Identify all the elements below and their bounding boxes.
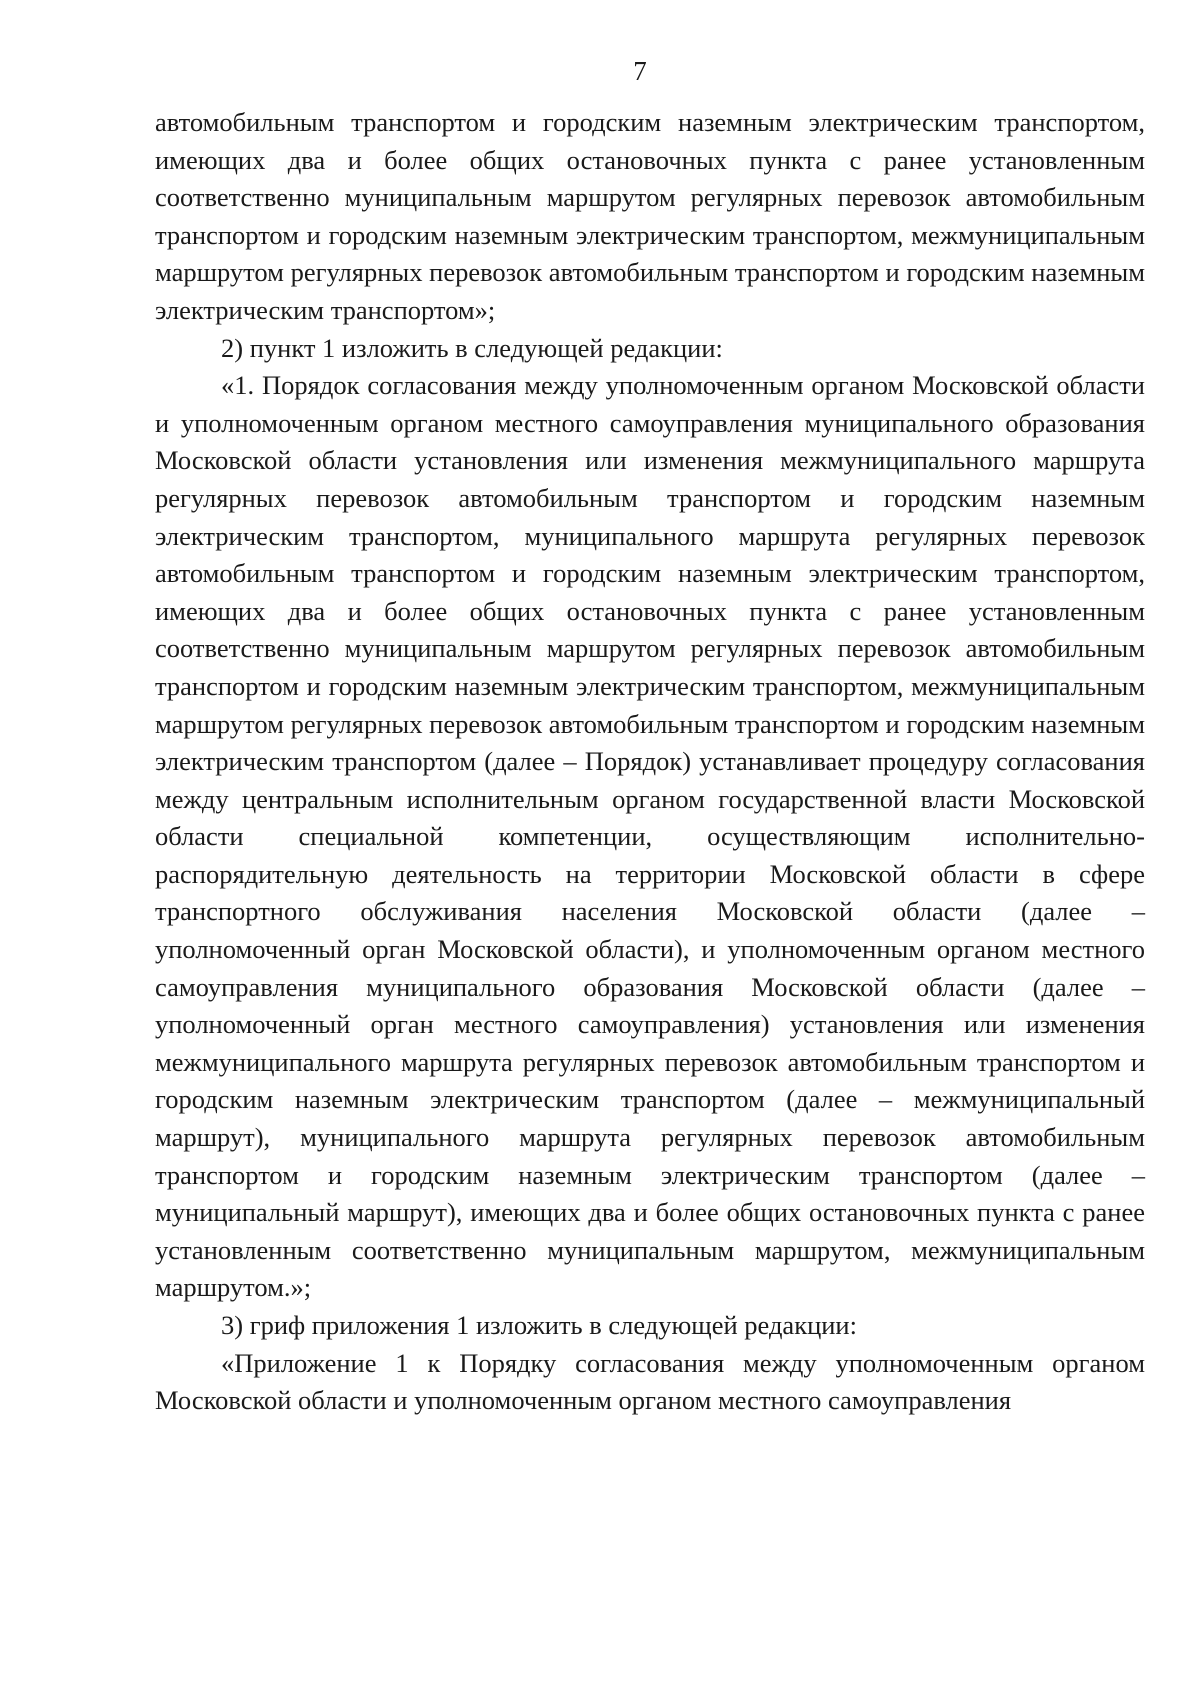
paragraph-clause-1: «1. Порядок согласования между уполномоченным органом Московской области и уполномоченным органом местного самоуправления муниципального образования Московской области установления или изменения межмуниципального маршрута регулярных перевозок автомобильным транспортом и городским наземным электрическим транспортом, муниципального маршрута регулярных перевозок автомобильным транспортом и городским наземным электрическим транспортом, имеющих два и более общих остановочных пункта с ранее установленным соответственно муниципальным маршрутом регулярных перевозок автомобильным транспортом и городским наземным электрическим транспортом, межмуниципальным маршрутом регулярных перевозок автомобильным транспортом и городским наземным электрическим транспортом (далее – Порядок) устанавливает процедуру согласования между центральным исполнительным органом государственной власти Московской области специальной компетенции, осуществляющим исполнительно-распорядительную деятельность на территории Московской области в сфере транспортного обслуживания населения Московской области (далее – уполномоченный орган Московской области), и уполномоченным органом местного самоуправления муниципального образования Московской области (далее – уполномоченный орган местного самоуправления) установления или изменения межмуниципального маршрута регулярных перевозок автомобильным транспортом и городским наземным электрическим транспортом (далее – межмуниципальный маршрут), муниципального маршрута регулярных перевозок автомобильным транспортом и городским наземным электрическим транспортом (далее – муниципальный маршрут), имеющих два и более общих остановочных пункта с ранее установленным соответственно муниципальным маршрутом, межмуниципальным маршрутом.»; [155, 370, 1145, 1303]
paragraph-appendix-header: «Приложение 1 к Порядку согласования между уполномоченным органом Московской области и уполномоченным органом местного самоуправления [155, 1347, 1145, 1416]
page-number: 7 [633, 56, 647, 86]
paragraph-item-2: 2) пункт 1 изложить в следующей редакции: [221, 332, 723, 363]
paragraph-continuation: автомобильным транспортом и городским наземным электрическим транспортом, имеющих два и более общих остановочных пункта с ранее установленным соответственно муниципальным маршрутом регулярных перевозок автомобильным транспортом и городским наземным электрическим транспортом, межмуниципальным маршрутом регулярных перевозок автомобильным транспортом и городским наземным электрическим транспортом»; [155, 107, 1145, 325]
document-body [155, 104, 1145, 1420]
paragraph-item-3: 3) гриф приложения 1 изложить в следующей редакции: [221, 1310, 857, 1340]
